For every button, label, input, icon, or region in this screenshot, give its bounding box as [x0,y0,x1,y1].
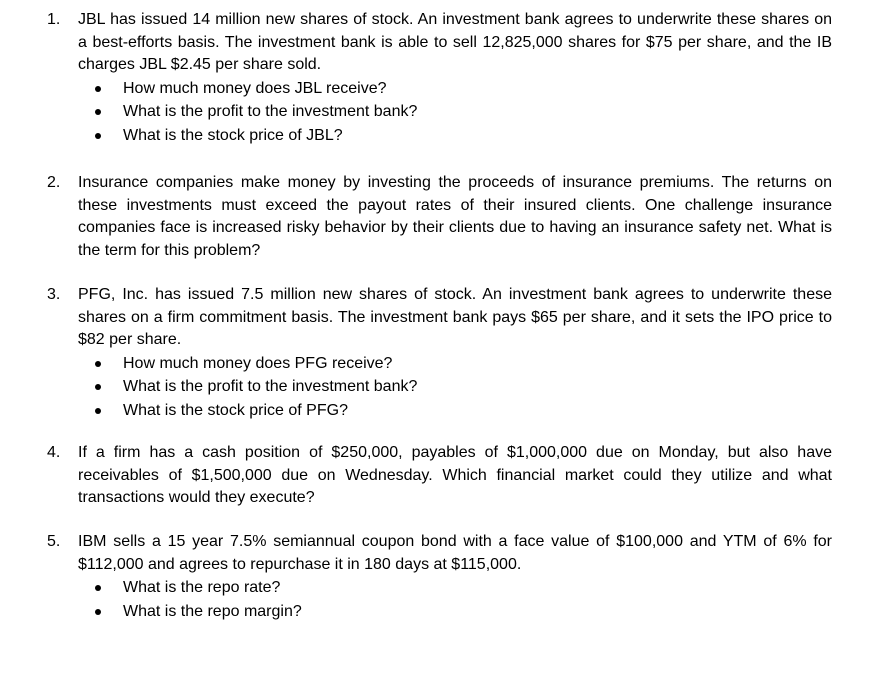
sub-question [47,77,832,101]
question-text: JBL has issued 14 million new shares of stock. An investment bank agrees to underwrite these shares on a best-efforts basis. The investment bank is able to sell 12,825,000 shares for $75 per share, and the IB charges JBL $2.45 per share sold. [78,11,832,73]
sub-question-list [47,352,832,423]
question-number: 2. [47,174,61,191]
sub-question-text: What is the stock price of PFG? [123,401,348,419]
question-number: 3. [47,286,61,303]
bullet-icon [95,609,101,615]
sub-question-text: What is the profit to the investment bank? [123,378,418,395]
bullet-icon [95,408,101,414]
question-1 [47,9,832,147]
question-number: 5. [47,533,61,550]
sub-question-text: What is the repo rate? [123,579,281,596]
sub-question [47,399,832,423]
bullet-icon [95,384,101,390]
sub-question [47,100,832,124]
bullet-icon [95,585,101,591]
question-text: If a firm has a cash position of $250,000, payables of $1,000,000 due on Monday, but also have receivables of $1,500,000 due on Wednesday. Which financial market could they utilize and what transactions would they execute? [78,444,832,506]
sub-question-text: What is the repo margin? [123,602,302,620]
question-4 [47,442,832,510]
sub-question-text: What is the stock price of JBL? [123,126,343,144]
bullet-icon [95,361,101,367]
question-text: PFG, Inc. has issued 7.5 million new shares of stock. An investment bank agrees to underwrite these shares on a firm commitment basis. The investment bank pays $65 per share, and it sets the IPO price to $82 per share. [78,286,832,348]
sub-question [47,576,832,600]
bullet-icon [95,133,101,139]
question-5 [47,531,832,623]
sub-question [47,352,832,376]
sub-question [47,375,832,399]
question-text: Insurance companies make money by investing the proceeds of insurance premiums. The returns on these investments must exceed the payout rates of their insured clients. One challenge insurance companies face is increased risky behavior by their clients due to having an insurance safety net. What is the term for this problem? [78,174,832,259]
sub-question-text: How much money does JBL receive? [123,79,387,97]
sub-question-text: How much money does PFG receive? [123,354,393,372]
question-number: 1. [47,11,61,28]
sub-question [47,600,832,624]
question-number: 4. [47,444,61,461]
question-2 [47,172,832,262]
question-3 [47,284,832,422]
question-text: IBM sells a 15 year 7.5% semiannual coupon bond with a face value of $100,000 and YTM of 6% for $112,000 and agrees to repurchase it in 180 days at $115,000. [78,533,832,573]
sub-question [47,124,832,148]
bullet-icon [95,86,101,92]
sub-question-text: What is the profit to the investment bank? [123,103,418,120]
sub-question-list [47,77,832,148]
bullet-icon [95,109,101,115]
sub-question-list [47,576,832,623]
